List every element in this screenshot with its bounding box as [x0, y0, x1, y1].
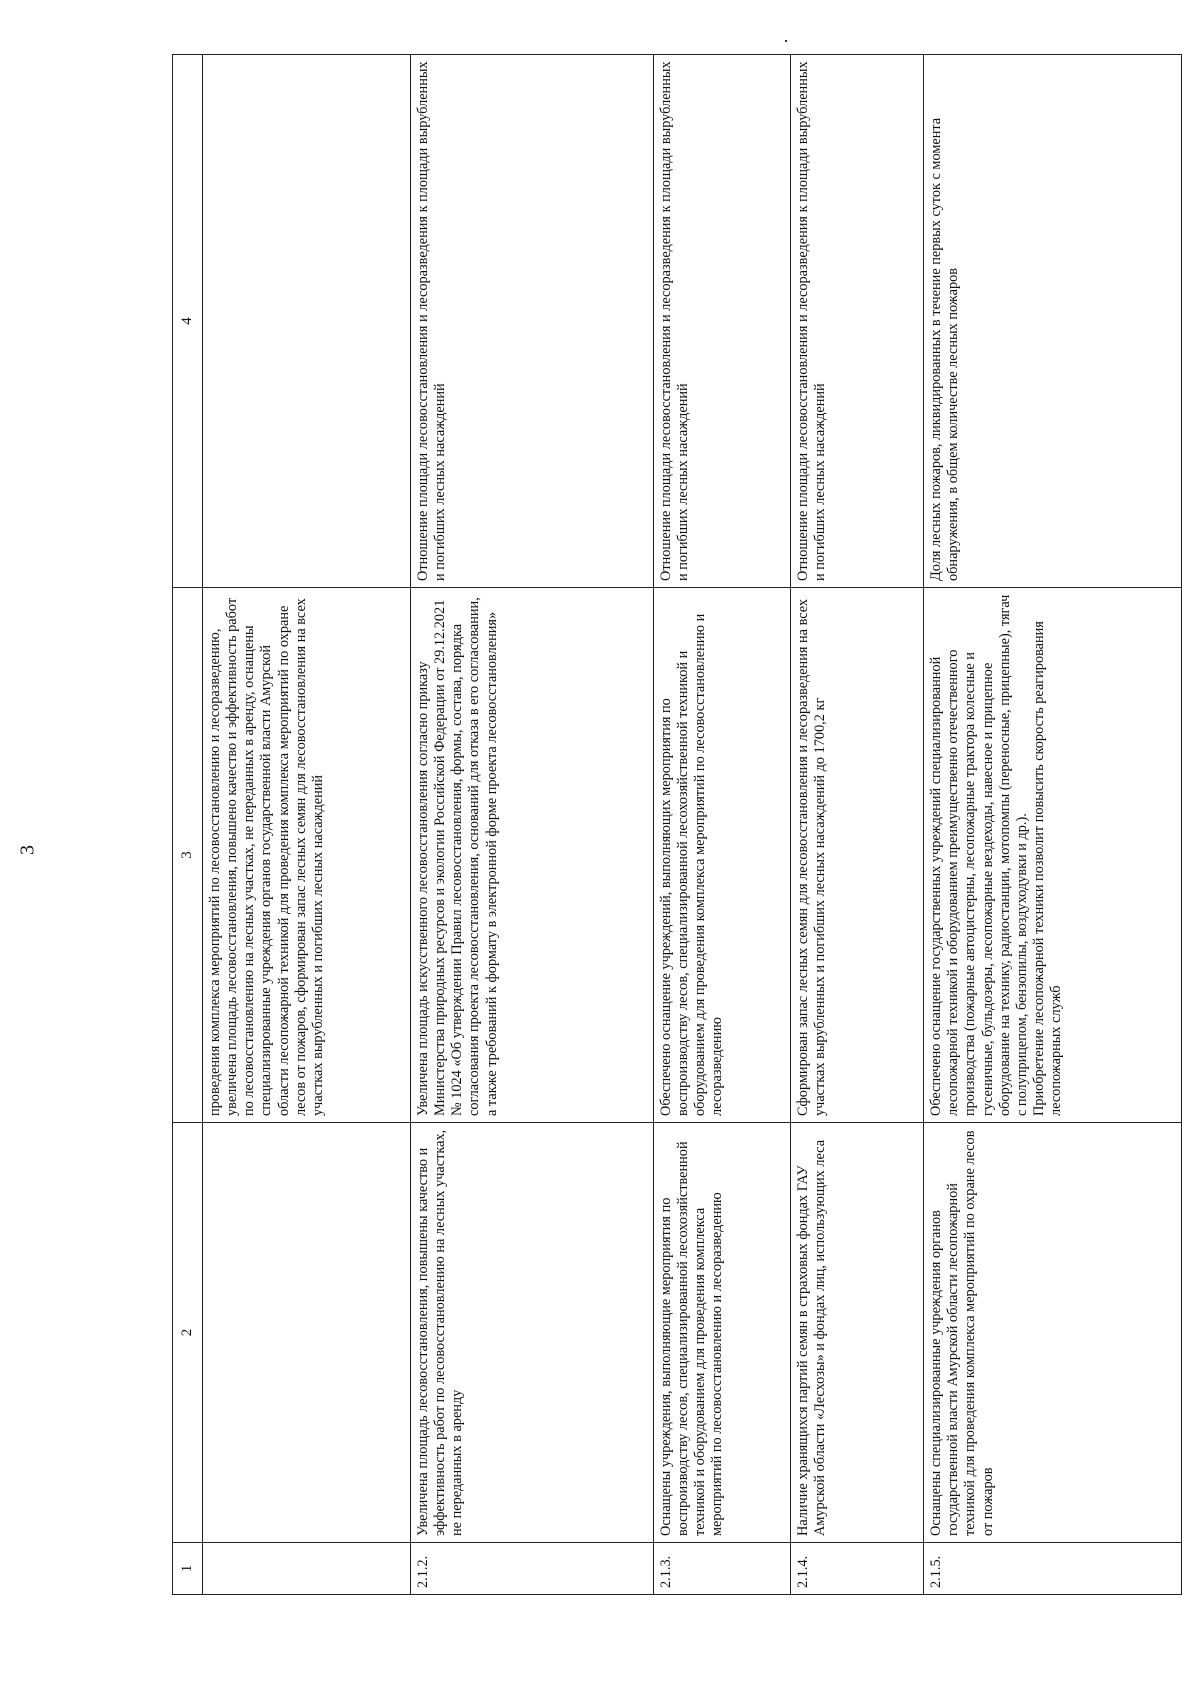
header-cell-1: 1 — [173, 1543, 203, 1595]
results-table — [172, 54, 1182, 1595]
task-cell: Оснащены специализированные учреждения органов государственной власти Амурской области лесопожарной техникой для проведения комплекса мероприятий по охране лесов от пожаров — [924, 1123, 1182, 1543]
task-cell — [202, 1123, 410, 1543]
task-cell: Оснащены учреждения, выполняющие мероприятия по воспроизводству лесов, специализированной лесохозяйственной техникой и оборудованием для проведения комплекса мероприятий по лесовосстановлению и лесоразведению — [653, 1123, 790, 1543]
table-row — [410, 55, 653, 1595]
header-cell-2: 2 — [173, 1123, 203, 1543]
indicator-cell: Отношение площади лесовосстановления и лесоразведения к площади вырубленных и погибших лесных насаждений — [410, 55, 653, 588]
result-cell: Увеличена площадь искусственного лесовосстановления согласно приказу Министерства природных ресурсов и экологии Российской Федерации от 29.12.2021 № 1024 «Об утверждении Правил лесовосстановления, формы, состава, порядка согласования проекта лесовосстановления, оснований для отказа в его согласовании, а также требований к формату в электронной форме проекта лесовосстановления» — [410, 588, 653, 1123]
indicator-cell — [202, 55, 410, 588]
table-header-row — [173, 55, 203, 1595]
result-cell: Обеспечено оснащение учреждений, выполняющих мероприятия по воспроизводству лесов, специализированной лесохозяйственной техникой и оборудованием для проведения комплекса мероприятий по лесовосстановлению и лесоразведению — [653, 588, 790, 1123]
header-cell-4: 4 — [173, 55, 203, 588]
table-row — [653, 55, 790, 1595]
result-cell: Обеспечено оснащение государственных учреждений специализированной лесопожарной техникой и оборудованием преимущественно отечественного производства (пожарные автоцистерны, лесопожарные трактора колесные и гусеничные, бульдозеры, лесопожарные вездеходы, навесное и прицепное оборудование на технику, радиостанции, мотопомпы (переносные, прицепные), тягач с полуприцепом, бензопилы, воздуходувки и др.). Приобретение лесопожарной техники позволит повысить скорость реагирования лесопожарных служб — [924, 588, 1182, 1123]
rotated-table-container — [172, 55, 1182, 1595]
row-number: 2.1.5. — [924, 1543, 1182, 1595]
indicator-cell: Доля лесных пожаров, ликвидированных в течение первых суток с момента обнаружения, в общем количестве лесных пожаров — [924, 55, 1182, 588]
row-number: 2.1.4. — [790, 1543, 923, 1595]
row-number: 2.1.3. — [653, 1543, 790, 1595]
task-cell: Увеличена площадь лесовосстановления, повышены качество и эффективность работ по лесовосстановлению на лесных участках, не переданных в аренду — [410, 1123, 653, 1543]
indicator-cell: Отношение площади лесовосстановления и лесоразведения к площади вырубленных и погибших лесных насаждений — [653, 55, 790, 588]
page-number: 3 — [16, 845, 39, 855]
header-cell-3: 3 — [173, 588, 203, 1123]
scan-speck — [785, 40, 787, 42]
row-number — [202, 1543, 410, 1595]
table-row — [202, 55, 410, 1595]
table-row — [924, 55, 1182, 1595]
table-row — [790, 55, 923, 1595]
result-cell: Сформирован запас лесных семян для лесовосстановления и лесоразведения на всех участках вырубленных и погибших лесных насаждений до 1700,2 кг — [790, 588, 923, 1123]
row-number: 2.1.2. — [410, 1543, 653, 1595]
result-cell: проведения комплекса мероприятий по лесовосстановлению и лесоразведению, увеличена площадь лесовосстановления, повышено качество и эффективность работ по лесовосстановлению на лесных участках, не переданных в аренду, оснащены специализированные учреждения органов государственной власти Амурской области лесопожарной техникой для проведения комплекса мероприятий по охране лесов от пожаров, сформирован запас лесных семян для лесовосстановления на всех участках вырубленных и погибших лесных насаждений — [202, 588, 410, 1123]
indicator-cell: Отношение площади лесовосстановления и лесоразведения к площади вырубленных и погибших лесных насаждений — [790, 55, 923, 588]
task-cell: Наличие хранящихся партий семян в страховых фондах ГАУ Амурской области «Лесхозы» и фондах лиц, использующих леса — [790, 1123, 923, 1543]
